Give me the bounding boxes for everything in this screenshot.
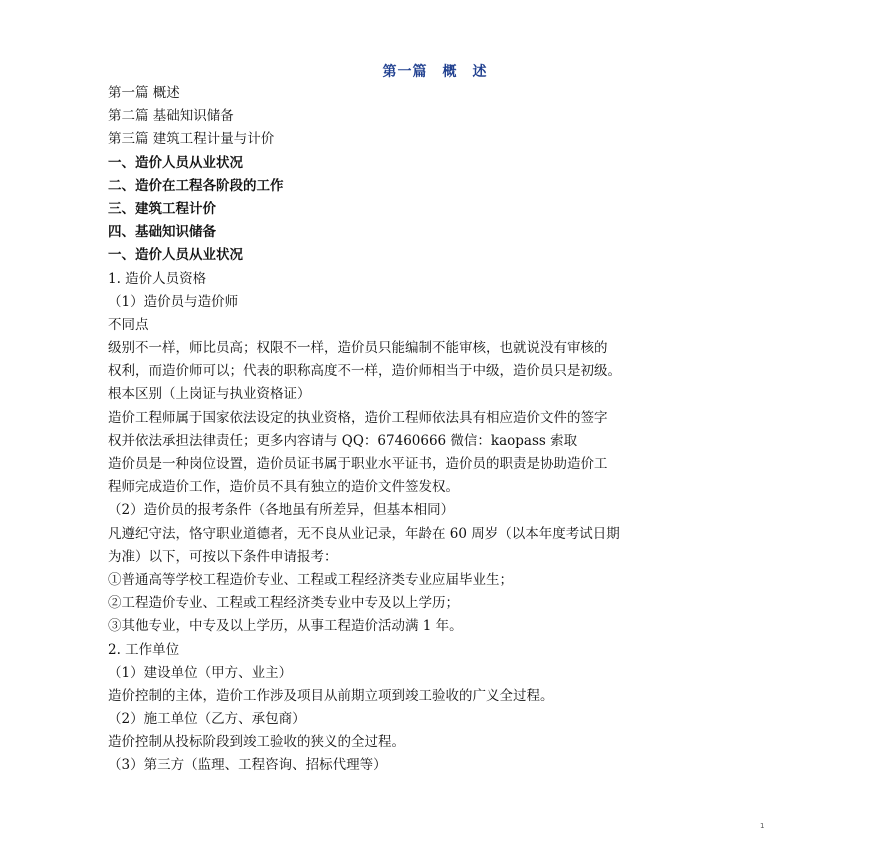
text-line: 造价控制从投标阶段到竣工验收的狭义的全过程。: [108, 734, 405, 751]
text-line: 第二篇 基础知识储备: [108, 108, 234, 125]
text-line: ①普通高等学校工程造价专业、工程或工程经济类专业应届毕业生；: [108, 571, 513, 588]
text-line: （3）第三方（监理、工程咨询、招标代理等）: [108, 757, 387, 774]
text-line: 第一篇 概述: [108, 85, 180, 101]
text-line: 造价控制的主体，造价工作涉及项目从前期立项到竣工验收的广义全过程。: [108, 687, 554, 704]
text-line: 第三篇 建筑工程计量与计价: [108, 131, 275, 148]
text-line: 造价员是一种岗位设置，造价员证书属于职业水平证书，造价员的职责是协助造价工: [108, 456, 608, 472]
document-body: [108, 82, 768, 778]
page-number: 1: [760, 822, 765, 830]
text-line: 1. 造价人员资格: [108, 270, 207, 287]
section-heading: 二、造价在工程各阶段的工作: [108, 177, 284, 194]
section-heading: 一、造价人员从业状况: [108, 247, 243, 264]
text-line: 程师完成造价工作，造价员不具有独立的造价文件签发权。: [108, 479, 459, 496]
text-line: 2. 工作单位: [108, 641, 180, 658]
page-title: 第一篇 概 述: [382, 64, 488, 80]
text-line: （1）造价员与造价师: [108, 293, 239, 310]
text-line: （1）建设单位（甲方、业主）: [108, 664, 293, 681]
text-line: 权利，而造价师可以；代表的职称高度不一样，造价师相当于中级，造价员只是初级。: [108, 363, 621, 380]
text-line: 为准）以下，可按以下条件申请报考：: [108, 548, 338, 565]
text-line: 级别不一样，师比员高；权限不一样，造价员只能编制不能审核，也就说没有审核的: [108, 340, 608, 357]
section-heading: 三、建筑工程计价: [108, 200, 216, 217]
text-line: （2）施工单位（乙方、承包商）: [108, 711, 306, 728]
section-heading: 一、造价人员从业状况: [108, 154, 243, 171]
text-line: 凡遵纪守法，恪守职业道德者，无不良从业记录，年龄在 60 周岁（以本年度考试日期: [108, 525, 620, 542]
text-line: 权并依法承担法律责任；更多内容请与 QQ：67460666 微信：kaopass 索取: [108, 432, 578, 449]
text-line: ②工程造价专业、工程或工程经济类专业中专及以上学历；: [108, 595, 459, 612]
text-line: 根本区别（上岗证与执业资格证）: [108, 386, 311, 403]
text-line: 不同点: [108, 316, 149, 333]
text-line: 造价工程师属于国家依法设定的执业资格，造价工程师依法具有相应造价文件的签字: [108, 409, 608, 426]
section-heading: 四、基础知识储备: [108, 224, 216, 241]
text-line: ③其他专业，中专及以上学历，从事工程造价活动满 1 年。: [108, 618, 463, 635]
text-line: （2）造价员的报考条件（各地虽有所差异，但基本相同）: [108, 502, 455, 519]
